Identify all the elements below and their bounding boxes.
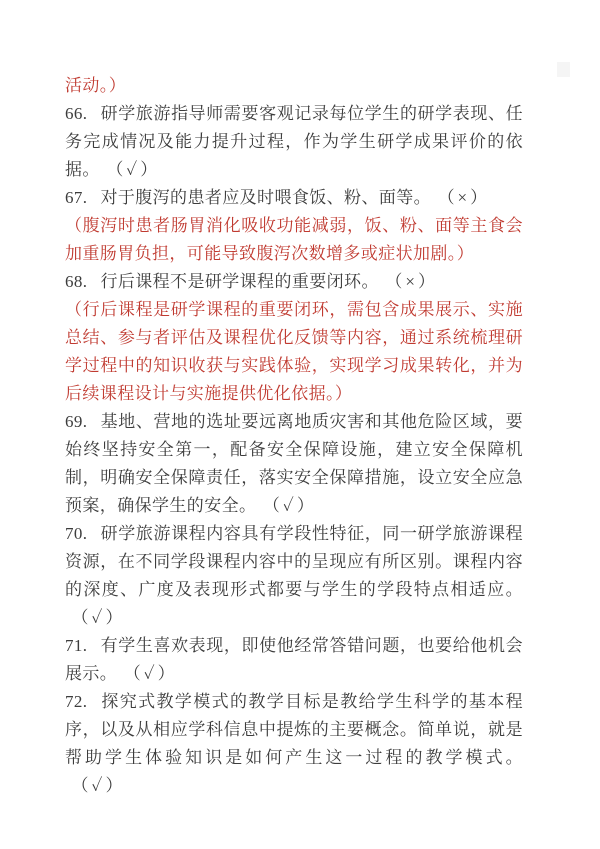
question-70-number: 70.	[65, 524, 88, 543]
question-67-cross-mark: （×）	[446, 188, 491, 207]
question-72	[65, 688, 523, 800]
question-69-text: 基地、营地的选址要远离地质灾害和其他危险区域，要始终坚持安全第一，配备安全保障设施，建立安全保障机制，明确安全保障责任，落实安全保障措施，设立安全应急预案，确保学生的安全。	[65, 412, 523, 515]
question-69-check-mark: （✓）	[271, 496, 317, 515]
question-68	[65, 268, 523, 296]
question-68-explanation: （行后课程是研学课程的重要闭环，需包含成果展示、实施总结、参与者评估及课程优化反馈等内容，通过系统梳理研学过程中的知识收获与实践体验，实现学习成果转化，并为后续课程设计与实施提供优化依据。）	[65, 300, 523, 403]
question-71-check-mark: （✓）	[132, 664, 178, 683]
question-67-text: 对于腹泻的患者应及时喂食饭、粉、面等。	[100, 188, 432, 207]
question-66-check-mark: （✓）	[114, 160, 161, 179]
explanation-tail: 活动。）	[65, 76, 127, 95]
question-67	[65, 184, 523, 212]
question-68-cross-mark: （×）	[393, 272, 438, 291]
question-67-explanation: （腹泻时患者肠胃消化吸收功能减弱，饭、粉、面等主食会加重肠胃负担，可能导致腹泻次数增多或症状加剧。）	[65, 216, 523, 263]
question-71-number: 71.	[65, 636, 88, 655]
question-69-number: 69.	[65, 412, 88, 431]
question-72-number: 72.	[65, 692, 88, 711]
question-72-check-mark: （✓）	[80, 776, 126, 795]
question-70-check-mark: （✓）	[80, 608, 126, 627]
question-67-number: 67.	[65, 188, 88, 207]
question-70-text: 研学旅游课程内容具有学段性特征，同一研学旅游课程资源，在不同学段课程内容中的呈现应有所区别。课程内容的深度、广度及表现形式都要与学生的学段特点相适应。	[65, 524, 523, 599]
question-71	[65, 632, 523, 688]
question-70	[65, 520, 523, 632]
question-66	[65, 100, 523, 184]
question-71-text: 有学生喜欢表现，即使他经常答错问题，也要给他机会展示。	[65, 636, 523, 683]
question-66-text: 研学旅游指导师需要客观记录每位学生的研学表现、任务完成情况及能力提升过程，作为学生研学成果评价的依据。	[65, 104, 523, 179]
question-66-number: 66.	[65, 104, 88, 123]
question-72-text: 探究式教学模式的教学目标是教给学生科学的基本程序，以及从相应学科信息中提炼的主要概念。简单说，就是帮助学生体验知识是如何产生这一过程的教学模式。	[65, 692, 523, 767]
question-69	[65, 408, 523, 520]
question-68-number: 68.	[65, 272, 88, 291]
question-68-text: 行后课程不是研学课程的重要闭环。	[100, 272, 379, 291]
